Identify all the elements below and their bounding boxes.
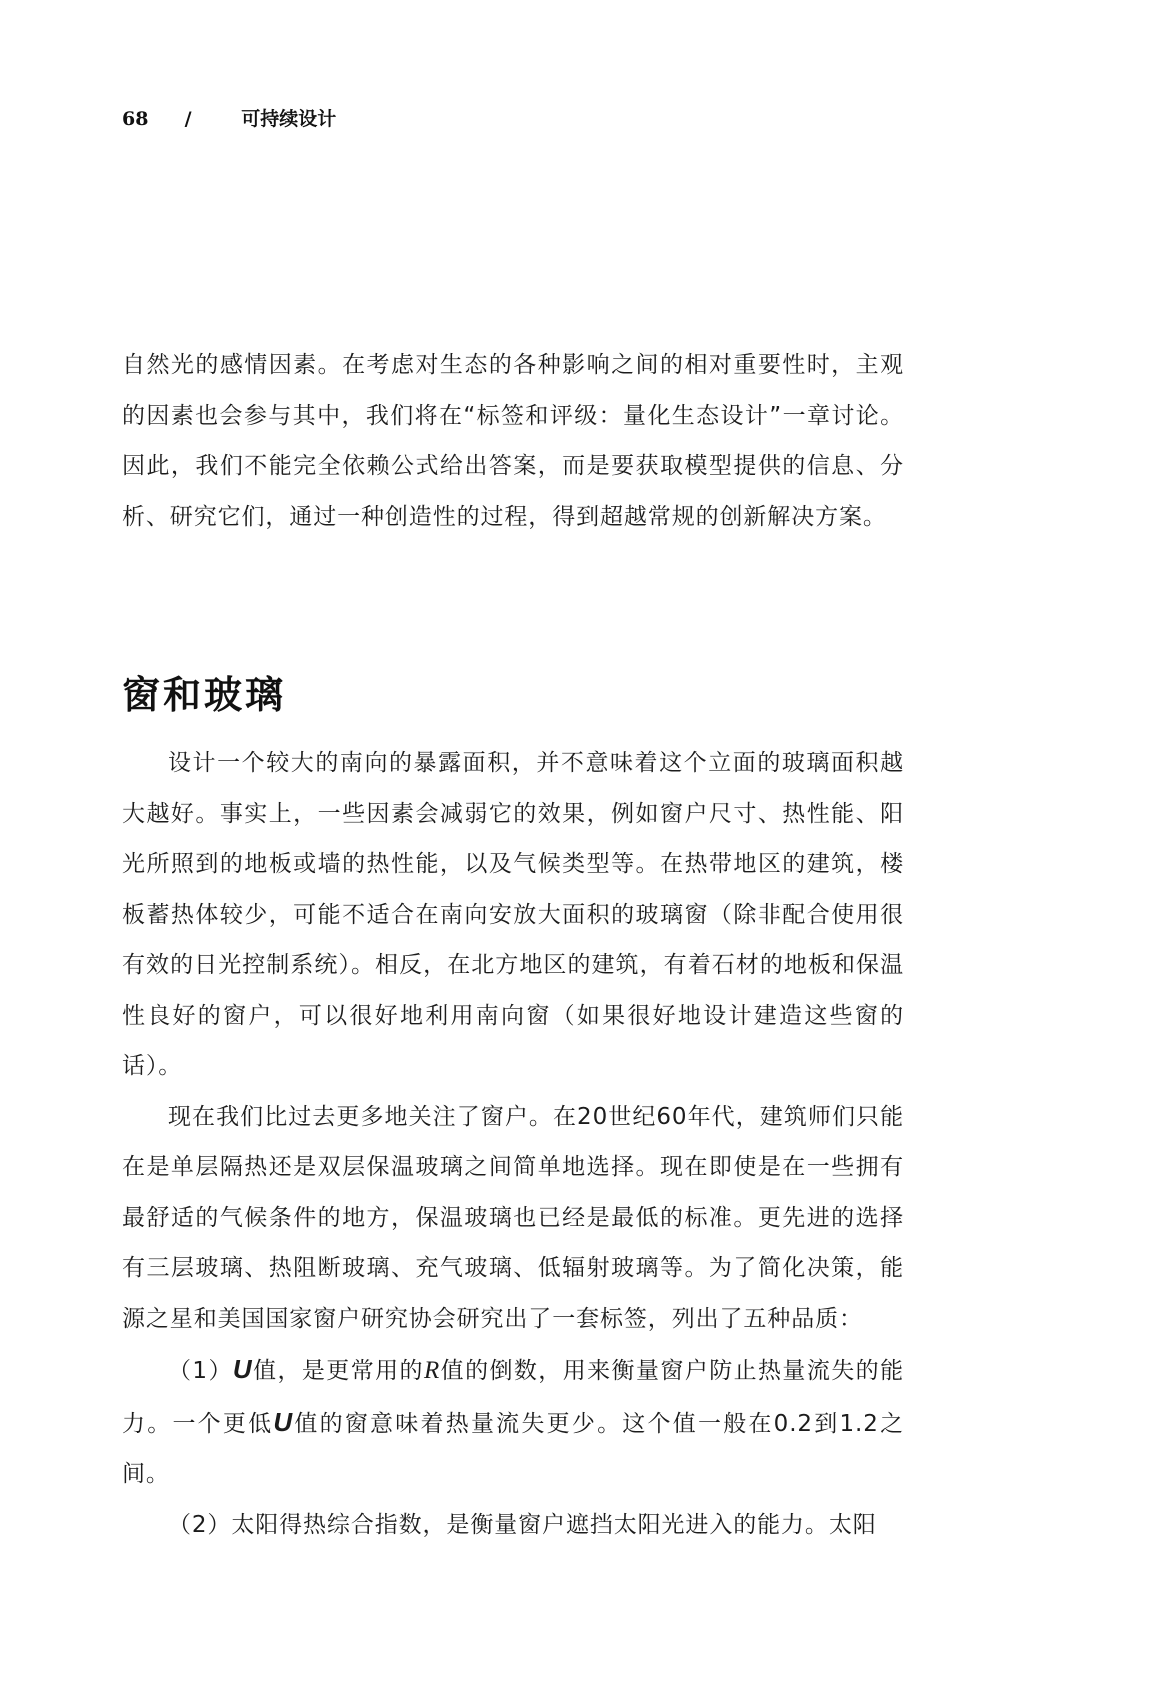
section-body [122,738,904,1550]
u-symbol-2: U [273,1406,294,1437]
header-separator: / [184,108,192,130]
page-number: 68 [122,108,149,130]
r-symbol: R [423,1357,441,1384]
intro-paragraph: 自然光的感情因素。在考虑对生态的各种影响之间的相对重要性时，主观的因素也会参与其中，我们将在“标签和评级：量化生态设计”一章讨论。因此，我们不能完全依赖公式给出答案，而是要获取模型提供的信息、分析、研究它们，通过一种创造性的过程，得到超越常规的创新解决方案。 [122,352,904,530]
running-header [122,104,336,131]
item-1-text-a: 值，是更常用的 [252,1358,424,1384]
book-title: 可持续设计 [241,108,337,130]
list-item-solar-heat-gain: （2）太阳得热综合指数，是衡量窗户遮挡太阳光进入的能力。太阳 [168,1511,877,1538]
paragraph-window-attention: 现在我们比过去更多地关注了窗户。在20世纪60年代，建筑师们只能在是单层隔热还是双层保温玻璃之间简单地选择。现在即使是在一些拥有最舒适的气候条件的地方，保温玻璃也已经是最低的标准。更先进的选择有三层玻璃、热阻断玻璃、充气玻璃、低辐射玻璃等。为了简化决策，能源之星和美国国家窗户研究协会研究出了一套标签，列出了五种品质： [122,1103,904,1332]
item-1-text-c: 值的窗意味着热量流失更少。这个值一般在0.2到1.2之间。 [122,1410,904,1487]
intro-text-block [122,340,904,542]
paragraph-south-exposure: 设计一个较大的南向的暴露面积，并不意味着这个立面的玻璃面积越大越好。事实上，一些因素会减弱它的效果，例如窗户尺寸、热性能、阳光所照到的地板或墙的热性能，以及气候类型等。在热带地区的建筑，楼板蓄热体较少，可能不适合在南向安放大面积的玻璃窗（除非配合使用很有效的日光控制系统）。相反，在北方地区的建筑，有着石材的地板和保温性良好的窗户，可以很好地利用南向窗（如果很好地设计建造这些窗的话）。 [122,750,904,1079]
item-1-prefix: （1） [168,1358,233,1384]
section-heading: 窗和玻璃 [122,672,287,717]
u-symbol: U [232,1354,253,1384]
item-1-text-b: 值的倒数，用来衡量窗户防止热量流失的能力。一个更低 [122,1358,904,1437]
list-item-u-value [122,1344,904,1500]
